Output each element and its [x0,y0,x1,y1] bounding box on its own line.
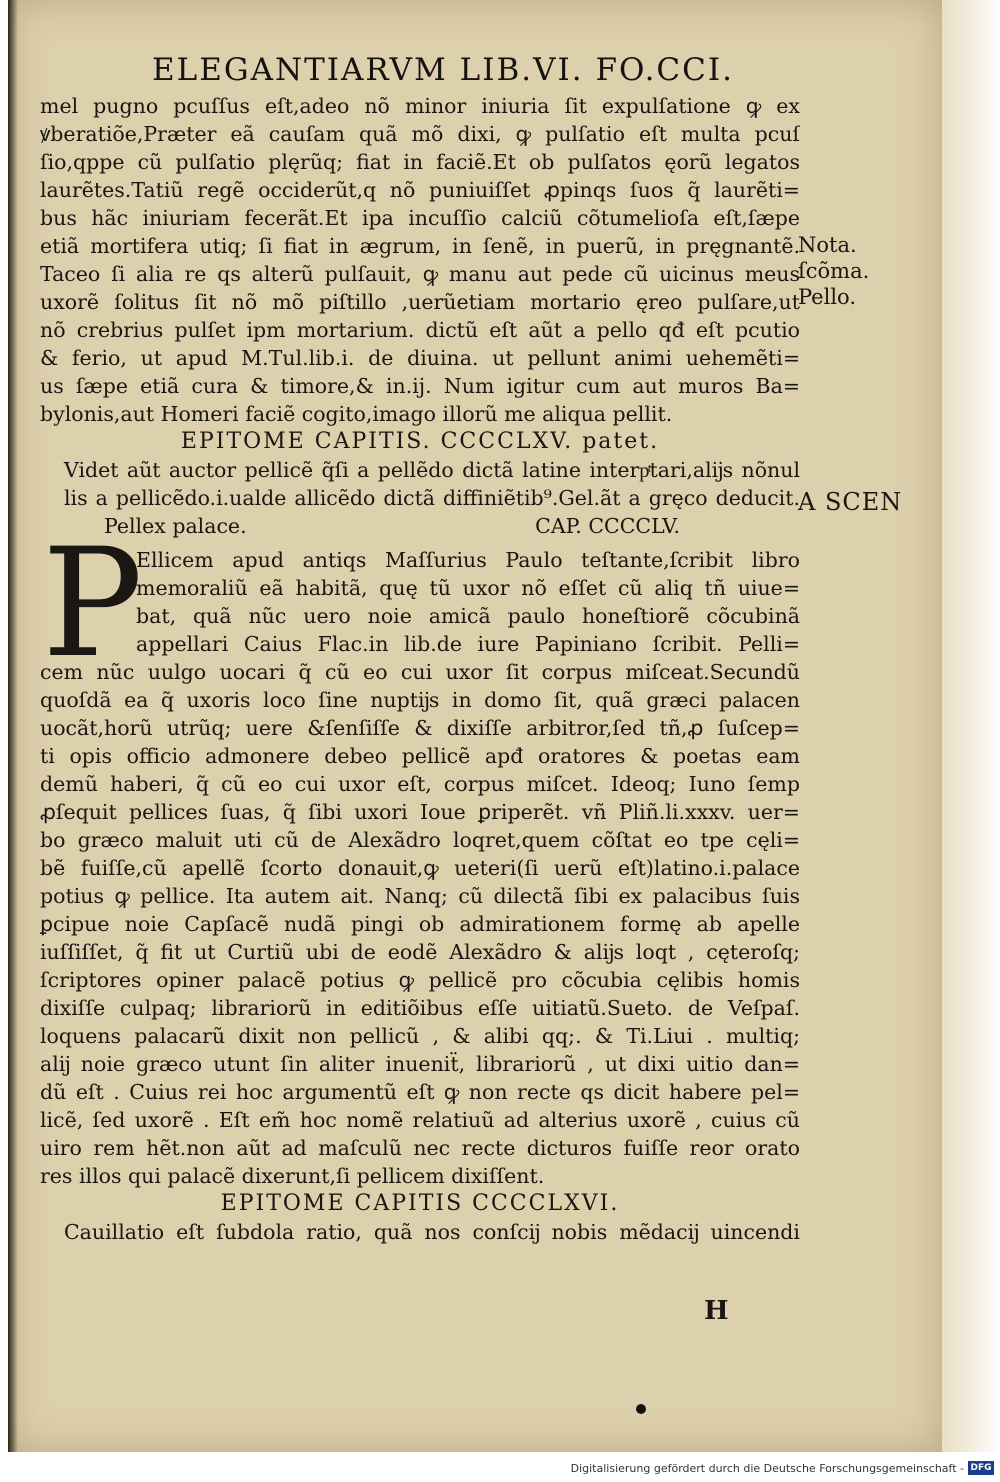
text-line: mel pugno pcuſſus eſt,adeo nõ minor iniuria ſit expulſatione ꝙ ex [40,94,800,118]
text-line: cem nũc uulgo uocari q̃ cũ eo cui uxor ſit corpus miſceat.Secundũ [40,660,800,684]
footer-credit: Digitalisierung gefördert durch die Deutsche Forschungsgemeinschaft - [570,1462,964,1475]
chapter-title [40,512,800,540]
epitome-heading: EPITOME CAPITIS CCCCLXVI. [220,1191,620,1216]
text-line: uocãt,horũ utrũq; uere &ſenſiſſe & dixiſſe arbitror,ſed tñ,ꝓ ſuſcep= [40,716,800,740]
dfg-logo-icon: DFG [968,1461,994,1475]
text-line: ꝑcipue noie Capſacẽ nudã pingi ob admirationem formę ab apelle [40,912,800,936]
text-line: ti opis officio admonere debeo pellicẽ apđ oratores & poetas eam [40,744,800,768]
text-line: ꝓſequit pellices ſuas, q̃ ſibi uxori Ioue ꝑriperẽt. vñ Pliñ.li.xxxv. uer= [40,800,800,824]
paragraph-1 [40,92,800,428]
text-line: licẽ, ſed uxorẽ . Eſt em̃ hoc nomẽ relatiuũ ad alterius uxorẽ , cuius cũ [40,1108,800,1132]
text-line: uxorẽ ſolitus ſit nõ mõ piſtillo ,uerũetiam mortario ęreo pulſare,ut [40,290,800,314]
text-line: appellari Caius Flac.in lib.de iure Papiniano ſcribit. Pelli= [136,632,800,656]
text-line: demũ haberi, q̃ cũ eo cui uxor eſt, corpus miſcet. Ideoq; Iuno ſemp [40,772,800,796]
epitome-line: Videt aũt auctor pellicẽ q̃ſi a pellẽdo dictã latine interpͭtari,alĳs nõnul [64,458,800,482]
text-line: loquens palacarũ dixit non pellicũ , & alibi qq;. & Ti.Liui . multiq; [40,1024,800,1048]
text-line: bat, quã nũc uero noie amicã paulo honeſtiorẽ cõcubinã [136,604,800,628]
running-head: ELEGANTIARVM LIB.VI. FO.CCI. [152,52,734,88]
text-line: & ferio, ut apud M.Tul.lib.i. de diuina. ut pellunt animi uehemẽti= [40,346,800,370]
text-line: potius ꝙ pellice. Ita autem ait. Nanq; cũ dilectã ſibi ex palacibus ſuis [40,884,800,908]
epitome-line: Cauillatio eſt ſubdola ratio, quã nos conſcĳ nobis mẽdacĳ uincendi [64,1220,800,1244]
text-line: ꝟberatiõe,Præter eã cauſam quã mõ dixi, ꝙ pulſatio eſt multa pcuſ [40,122,800,146]
text-line: nõ crebrius pulſet ipm mortarium. dictũ eſt aũt a pello qđ eſt pcutio [40,318,800,342]
text-line: bo græco maluit uti cũ de Alexãdro loqret,quem cõſtat eo tpe cęli= [40,828,800,852]
text-line: etiã mortifera utiq; ſi fiat in ægrum, in ſenẽ, in puerũ, in pręgnantẽ. [40,234,800,258]
chapter-number: CAP. CCCCLV. [535,514,680,538]
chapter-title-left: Pellex palace. [104,514,247,538]
margin-notes [798,232,898,310]
text-line: alĳ noie græco utunt ſin aliter inueniẗ, librariorũ , ut dixi uitio dan= [40,1052,800,1076]
text-line: dũ eſt . Cuius rei hoc argumentũ eſt ꝙ non recte qs dicit habere pel= [40,1080,800,1104]
margin-catchword: A SCEN [798,488,903,516]
margin-note: Pello. [798,285,856,309]
epitome-heading: EPITOME CAPITIS. CCCCLXV. patet. [180,429,660,454]
text-line: Taceo ſi alia re qs alterũ pulſauit, ꝙ manu aut pede cũ uicinus meus [40,262,800,286]
margin-note: Nota. [798,233,857,257]
paragraph-2 [40,658,800,1190]
text-line: bẽ fuiſſe,cũ apellẽ ſcorto donauit,ꝙ ueteri(ſi uerũ eſt)latino.i.palace [40,856,800,880]
text-line: iuſſiſſet, q̃ fit ut Curtiũ ubi de eodẽ Alexãdro & alĳs loqt , cęteroſq; [40,940,800,964]
text-line: uiro rem hẽt.non aũt ad maſculũ nec recte dicturos fuiſſe reor orato [40,1136,800,1160]
text-line: laurẽtes.Tatiũ regẽ occiderũt,q nõ puniuiſſet ꝓpinqs ſuos q̃ laurẽti= [40,178,800,202]
text-line: ſcriptores opiner palacẽ potius ꝙ pellicẽ pro cõcubia cęlibis homis [40,968,800,992]
main-text [40,92,800,1246]
gutter-shadow [8,0,18,1452]
footer-bar [0,1452,1000,1482]
page-edge [942,0,1000,1452]
drop-cap-initial: P [42,517,143,691]
text-line: res illos qui palacẽ dixerunt,ſi pellicem dixiſſent. [40,1164,545,1188]
text-line: ſio,qppe cũ pulſatio plęrũq; fiat in faciẽ.Et ob pulſatos ęorũ legatos [40,150,800,174]
text-line: quoſdã ea q̃ uxoris loco ſine nuptĳs in domo ſit, quã græci palacen [40,688,800,712]
text-line: bylonis,aut Homeri faciẽ cogito,imago illorũ me aliqua pellit. [40,402,673,426]
text-line: us ſæpe etiã cura & timore,& in.ij. Num igitur cum aut muros Ba= [40,374,800,398]
text-line: Ellicem apud antiqs Maſſurius Paulo teſtante,ſcribit libro [136,548,800,572]
ink-dot [636,1404,646,1414]
text-line: memoraliũ eã habitã, quę tũ uxor nõ eſſet cũ aliq tñ uiue= [136,576,800,600]
margin-note: ſcõma. [798,259,870,283]
text-line: bus hãc iniuriam fecerãt.Et ipa incuſſio calciũ cõtumelioſa eſt,ſæpe [40,206,800,230]
text-line: dixiſſe culpaq; librariorũ in editiõibus eſſe uitiatũ.Sueto. de Veſpaſ. [40,996,800,1020]
signature-mark: H [704,1296,729,1326]
epitome-line: lis a pellicẽdo.i.ualde allicẽdo dictã diffiniẽtib⁹.Gel.ãt a gręco deducit. [64,486,800,510]
